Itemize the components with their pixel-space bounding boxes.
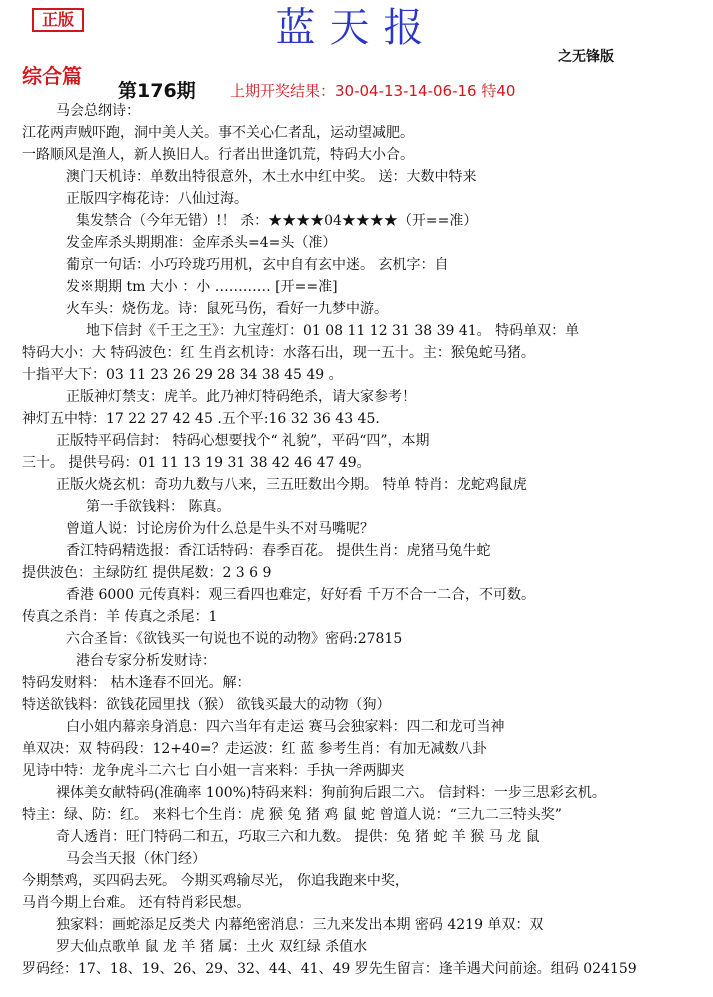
text-line: 澳门天机诗：单数出特很意外，木土水中红中奖。 送：大数中特来	[66, 169, 477, 185]
text-line: 正版特平码信封： 特码心想要找个“ 礼貌”，平码“四”，本期	[56, 433, 430, 449]
text-line: 特码大小：大 特码波色：红 生肖玄机诗：水落石出，现一五十。主：猴兔蛇马猪。	[22, 345, 535, 361]
text-line: 马会总纲诗：	[56, 103, 140, 119]
text-line: 六合圣旨：《欲钱买一句说也不说的动物》密码:27815	[66, 631, 403, 647]
text-line: 江花两声贼吓跑，洞中美人关。事不关心仁者乱，运动望减肥。	[22, 125, 414, 141]
text-line: 香港 6000 元传真料：观三看四也难定，好好看 千万不合一二合，不可数。	[66, 587, 535, 603]
text-line: 港台专家分析发财诗：	[76, 653, 216, 669]
last-result: 上期开奖结果：30-04-13-14-06-16 特40	[230, 82, 516, 100]
text-line: 裸体美女献特码(准确率 100%)特码来料：狗前狗后跟二六。 信封料：一步三思彩玄机。	[56, 785, 606, 801]
text-line: 葡京一句话：小巧玲珑巧用机，玄中自有玄中迷。 玄机字：自	[66, 257, 449, 273]
text-line: 今期禁鸡，买四码去死。 今期买鸡输尽光， 你追我跑来中奖，	[22, 873, 409, 889]
text-line: 罗大仙点歌单 鼠 龙 羊 猪 属：土火 双红绿 杀值水	[56, 939, 368, 955]
text-line: 曾道人说：讨论房价为什么总是牛头不对马嘴呢？	[66, 521, 374, 537]
text-line: 集发禁合（今年无错）!！ 杀：★★★★04★★★★（开==准）	[76, 213, 478, 229]
text-line: 香江特码精选报：香江话特码：春季百花。 提供生肖：虎猪马兔牛蛇	[66, 543, 491, 559]
text-line: 三十。 提供号码：01 11 13 19 31 38 42 46 47 49。	[22, 455, 371, 471]
text-line: 马肖今期上台难。 还有特肖彩民想。	[22, 895, 251, 911]
text-line: 地下信封《千王之王》：九宝莲灯：01 08 11 12 31 38 39 41。 特码单双：单	[86, 323, 580, 339]
text-line: 一路顺风是渔人，新人换旧人。行者出世逢饥荒，特码大小合。	[22, 147, 414, 163]
text-line: 特送欲钱料：欲钱花园里找（猴） 欲钱买最大的动物（狗）	[22, 697, 391, 713]
edition-label: 之无锋版	[558, 49, 614, 65]
text-line: 马会当天报（休门经）	[66, 851, 206, 867]
text-line: 独家料：画蛇添足反类犬 内幕绝密消息：三九来发出本期 密码 4219 单双：双	[56, 917, 544, 933]
section-title: 综合篇	[22, 64, 82, 88]
text-line: 特码发财料： 枯木逢春不回光。解：	[22, 675, 251, 691]
text-line: 见诗中特：龙争虎斗二六七 白小姐一言来料：手执一斧两脚夹	[22, 763, 405, 779]
text-line: 奇人透肖：旺门特码二和五，巧取三六和九数。 提供：兔 猪 蛇 羊 猴 马 龙 鼠	[56, 829, 540, 845]
issue-number: 第176期	[118, 80, 196, 102]
text-line: 第一手欲钱料： 陈真。	[86, 499, 231, 515]
text-line: 正版神灯禁支：虎羊。此乃神灯特码绝杀，请大家参考！	[66, 389, 416, 405]
text-line: 神灯五中特：17 22 27 42 45 .五个平:16 32 36 43 45.	[22, 411, 380, 427]
text-line: 发金库杀头期期准：金库杀头=4=头（准）	[66, 235, 337, 251]
text-line: 发※期期 tm 大小 ：小 ………… [开==准]	[66, 279, 338, 295]
text-line: 传真之杀肖：羊 传真之杀尾：1	[22, 609, 218, 625]
text-line: 单双决：双 特码段：12+40=？走运波：红 蓝 参考生肖：有加无减数八卦	[22, 741, 487, 757]
text-line: 正版四字梅花诗：八仙过海。	[66, 191, 248, 207]
text-line: 罗码经：17、18、19、26、29、32、44、41、49 罗先生留言：逢羊遇犬问前途。组码 024159	[22, 961, 637, 977]
text-line: 十指平大下：03 11 23 26 29 28 34 38 45 49 。	[22, 367, 343, 383]
text-line: 提供波色：主绿防红 提供尾数：2 3 6 9	[22, 565, 272, 581]
page-title: 蓝天报	[275, 5, 438, 51]
text-line: 白小姐内幕亲身消息：四六当年有走运 赛马会独家料：四二和龙可当神	[66, 719, 505, 735]
text-line: 正版火烧玄机：奇功九数与八来，三五旺数出今期。 特单 特肖：龙蛇鸡鼠虎	[56, 477, 527, 493]
text-line: 特主：绿、防：红。 来料七个生肖：虎 猴 兔 猪 鸡 鼠 蛇 曾道人说：“三九二三特头奖”	[22, 807, 562, 823]
text-line: 火车头：烧伤龙。诗：鼠死马伤，看好一九梦中游。	[66, 301, 388, 317]
edition-badge: 正版	[32, 8, 84, 32]
